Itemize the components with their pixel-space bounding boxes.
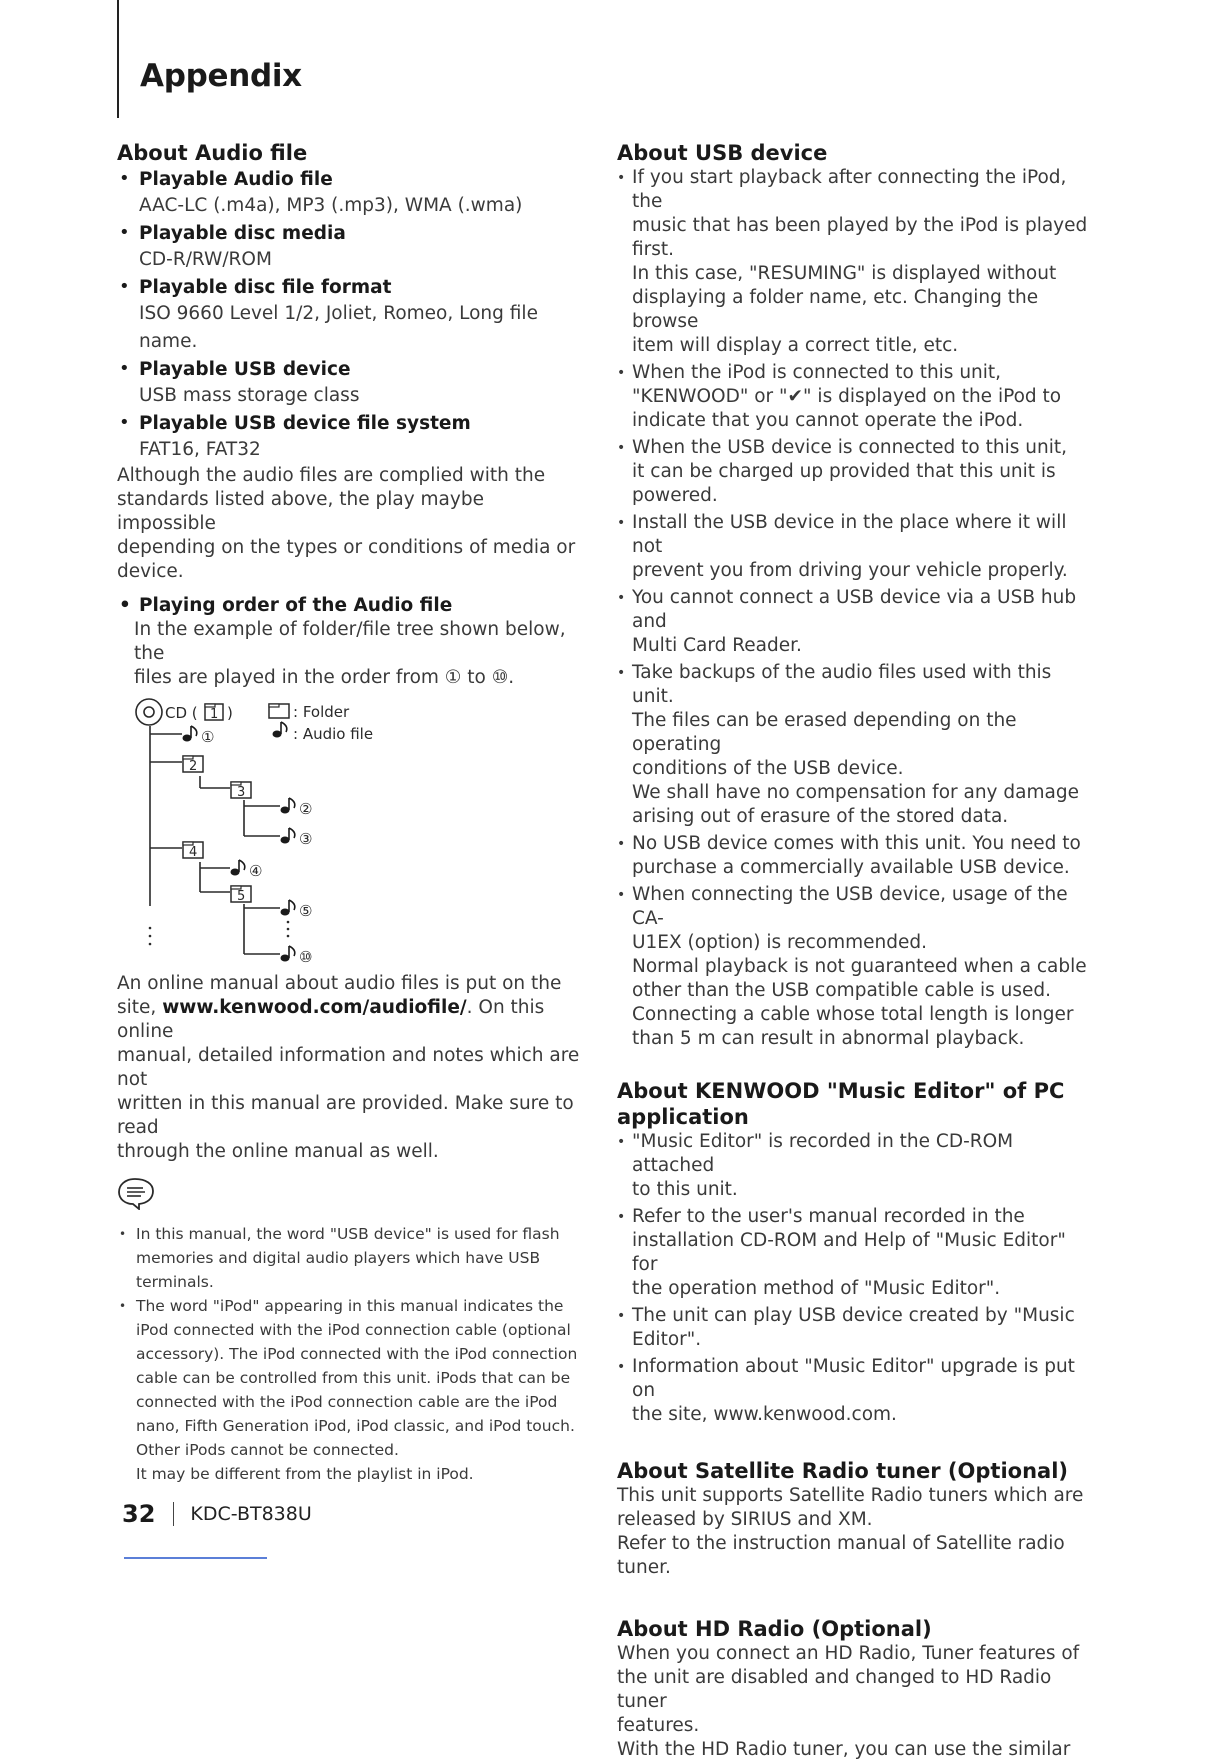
text-line: item will display a correct title, etc. <box>632 335 959 356</box>
spec-label: • Playable Audio file <box>139 169 333 190</box>
disc-hole <box>144 707 154 717</box>
list-item <box>617 586 1092 658</box>
folder-icon <box>205 704 223 722</box>
file-order-label: ③ <box>299 830 313 848</box>
text-line: powered. <box>632 485 718 506</box>
spec-value: CD-R/RW/ROM <box>139 249 272 270</box>
note-item <box>117 1294 587 1486</box>
legend-folder-label: : Folder <box>293 703 350 721</box>
text-line: the unit are disabled and changed to HD Radio tuner <box>617 1667 1052 1712</box>
text-line: cable can be controlled from this unit. iPods that can be <box>136 1369 571 1387</box>
music-editor-list <box>617 1130 1092 1427</box>
list-item <box>617 661 1092 829</box>
folder-number: 2 <box>189 759 198 774</box>
text-line: • In this manual, the word "USB device" is used for flash <box>136 1225 560 1243</box>
spec-value: FAT16, FAT32 <box>139 439 261 460</box>
text-line: With the HD Radio tuner, you can use the similar <box>617 1739 1071 1760</box>
list-item <box>617 1304 1092 1352</box>
text-line: • The word "iPod" appearing in this manual indicates the <box>136 1297 564 1315</box>
footer-blue-rule <box>124 1557 267 1559</box>
text-line: We shall have no compensation for any damage <box>632 782 1079 803</box>
audio-file-icon <box>281 828 295 844</box>
text-line: iPod connected with the iPod connection cable (optional <box>136 1321 571 1339</box>
audio-file-icon <box>281 900 295 916</box>
text-line: Refer to the instruction manual of Satellite radio tuner. <box>617 1533 1065 1578</box>
spec-item <box>117 412 587 464</box>
file-order-label: ⑤ <box>299 902 313 920</box>
heading-line: About KENWOOD "Music Editor" of PC <box>617 1079 1065 1103</box>
text-line: An online manual about audio files is put on the <box>117 973 562 994</box>
folder-icon <box>231 782 251 800</box>
usb-device-list <box>617 166 1092 1051</box>
legend-folder-icon <box>269 704 289 718</box>
text-line: Editor". <box>632 1329 702 1350</box>
folder-icon <box>183 756 203 774</box>
text-line: "KENWOOD" or "✔" is displayed on the iPod to <box>632 386 1062 407</box>
text-line: depending on the types or conditions of media or <box>117 537 576 558</box>
folder-tree-svg <box>117 696 587 964</box>
spec-label: • Playable USB device file system <box>139 413 471 434</box>
file-order-label: ⑩ <box>299 948 313 964</box>
heading-line: application <box>617 1105 749 1129</box>
text-line: Although the audio files are complied with the <box>117 465 546 486</box>
text-line: connected with the iPod connection cable are the iPod <box>136 1393 558 1411</box>
page-title: Appendix <box>140 58 302 94</box>
text-line <box>117 996 587 1044</box>
text-line: the site, www.kenwood.com. <box>632 1404 897 1425</box>
tree-root-close: ) <box>227 704 233 722</box>
list-item <box>617 832 1092 880</box>
folder-number: 4 <box>189 845 198 860</box>
legend-audio-label: : Audio file <box>293 725 374 743</box>
text-line: Other iPods cannot be connected. <box>136 1441 399 1459</box>
text-line: displaying a folder name, etc. Changing the browse <box>632 287 1039 332</box>
text-line: terminals. <box>136 1273 214 1291</box>
playing-order-label: • Playing order of the Audio file <box>117 594 587 618</box>
spec-label: • Playable disc media <box>139 223 346 244</box>
model-name: KDC-BT838U <box>190 1503 312 1525</box>
spec-list <box>117 168 587 464</box>
file-order-label: ④ <box>249 862 263 880</box>
legend-audio-file-icon <box>273 722 287 738</box>
list-item <box>617 436 1092 508</box>
note-icon <box>117 1176 157 1210</box>
text-line: In the example of folder/file tree shown below, the <box>134 619 566 664</box>
text-line: through the online manual as well. <box>117 1141 439 1162</box>
text-line: it can be charged up provided that this unit is <box>632 461 1056 482</box>
compliance-paragraph <box>117 464 587 584</box>
header-rule <box>117 0 119 118</box>
text-line: memories and digital audio players which have USB <box>136 1249 541 1267</box>
text-line: arising out of erasure of the stored data. <box>632 806 1009 827</box>
text-line: written in this manual are provided. Make sure to read <box>117 1093 574 1138</box>
list-item <box>617 166 1092 358</box>
text-line: files are played in the order from ① to ⑩. <box>134 667 515 688</box>
text-line: The files can be erased depending on the operating <box>632 710 1017 755</box>
spec-item <box>117 222 587 274</box>
satellite-heading: About Satellite Radio tuner (Optional) <box>617 1459 1068 1483</box>
footer-divider <box>173 1502 174 1526</box>
text-line: Normal playback is not guaranteed when a cable <box>632 956 1087 977</box>
text-line: installation CD-ROM and Help of "Music Editor" for <box>632 1230 1066 1275</box>
spec-item <box>117 358 587 410</box>
text-line: This unit supports Satellite Radio tuners which are <box>617 1485 1084 1506</box>
text-line: music that has been played by the iPod is played <box>632 215 1088 236</box>
list-item <box>617 1355 1092 1427</box>
folder-number: 3 <box>237 785 246 800</box>
text-line: features. <box>617 1715 700 1736</box>
page-number: 32 <box>122 1500 156 1528</box>
folder-icon <box>183 842 203 860</box>
disc-icon <box>136 699 162 725</box>
playing-order-text <box>117 618 587 690</box>
audiofile-link[interactable]: www.kenwood.com/audiofile/ <box>162 997 467 1018</box>
spec-value: ISO 9660 Level 1/2, Joliet, Romeo, Long file name. <box>139 303 538 352</box>
file-order-label: ① <box>201 728 215 746</box>
text-line: • When connecting the USB device, usage of the CA- <box>632 884 1068 929</box>
list-item <box>617 1205 1092 1301</box>
usb-device-heading: About USB device <box>617 141 828 165</box>
text-line: device. <box>117 561 184 582</box>
text-line: • Refer to the user's manual recorded in the <box>632 1206 1025 1227</box>
text-line: nano, Fifth Generation iPod, iPod classic, and iPod touch. <box>136 1417 575 1435</box>
text-line: • When the USB device is connected to this unit, <box>632 437 1067 458</box>
playing-order <box>117 594 587 690</box>
tree-root-label: CD ( <box>165 704 198 722</box>
text-line: • No USB device comes with this unit. You need to <box>632 833 1081 854</box>
audio-file-icon <box>231 860 245 876</box>
spec-item <box>117 276 587 356</box>
text-line: prevent you from driving your vehicle properly. <box>632 560 1068 581</box>
page-footer <box>122 1500 312 1528</box>
right-column <box>617 140 1092 1762</box>
text-line: to this unit. <box>632 1179 738 1200</box>
text-line: • If you start playback after connecting the iPod, the <box>632 167 1067 212</box>
text-line: • Information about "Music Editor" upgrade is put on <box>632 1356 1075 1401</box>
text-line: • Install the USB device in the place where it will not <box>632 512 1067 557</box>
text-line: conditions of the USB device. <box>632 758 904 779</box>
satellite-paragraph <box>617 1484 1092 1580</box>
text-line: purchase a commercially available USB device. <box>632 857 1070 878</box>
audio-file-icon <box>183 726 197 742</box>
hd-radio-paragraph <box>617 1642 1092 1762</box>
left-column <box>117 140 587 1486</box>
text-line: • "Music Editor" is recorded in the CD-ROM attached <box>632 1131 1014 1176</box>
text-line: manual, detailed information and notes which are not <box>117 1045 580 1090</box>
text-line: • When the iPod is connected to this unit, <box>632 362 1002 383</box>
music-editor-heading <box>617 1078 1092 1130</box>
list-item <box>617 511 1092 583</box>
online-manual-paragraph <box>117 972 587 1164</box>
list-item <box>617 361 1092 433</box>
text-line: Connecting a cable whose total length is longer <box>632 1004 1074 1025</box>
text-fragment: . On this online <box>117 997 545 1042</box>
text-line: standards listed above, the play maybe impossible <box>117 489 484 534</box>
text-line: indicate that you cannot operate the iPod. <box>632 410 1024 431</box>
spec-label: • Playable disc file format <box>139 277 392 298</box>
folder-tree-diagram <box>117 696 587 964</box>
text-line: • You cannot connect a USB device via a USB hub and <box>632 587 1077 632</box>
text-line: U1EX (option) is recommended. <box>632 932 927 953</box>
text-line: Multi Card Reader. <box>632 635 802 656</box>
text-line: When you connect an HD Radio, Tuner features of <box>617 1643 1080 1664</box>
text-line: It may be different from the playlist in iPod. <box>136 1465 474 1483</box>
list-item <box>617 883 1092 1051</box>
text-line: than 5 m can result in abnormal playback. <box>632 1028 1025 1049</box>
text-line: the operation method of "Music Editor". <box>632 1278 1001 1299</box>
text-line: In this case, "RESUMING" is displayed without <box>632 263 1057 284</box>
text-line: other than the USB compatible cable is used. <box>632 980 1051 1001</box>
note-item <box>117 1222 587 1294</box>
text-line: accessory). The iPod connected with the iPod connection <box>136 1345 578 1363</box>
text-line: • The unit can play USB device created by "Music <box>632 1305 1075 1326</box>
text-line: • Take backups of the audio files used with this unit. <box>632 662 1052 707</box>
text-fragment: site, <box>117 997 163 1018</box>
folder-icon <box>231 886 251 904</box>
file-order-label: ② <box>299 800 313 818</box>
hd-radio-heading: About HD Radio (Optional) <box>617 1617 932 1641</box>
audio-file-icon <box>281 946 295 962</box>
audio-file-icon <box>281 798 295 814</box>
spec-item <box>117 168 587 220</box>
spec-value: USB mass storage class <box>139 385 360 406</box>
folder-number: 5 <box>237 889 246 904</box>
spec-value: AAC-LC (.m4a), MP3 (.mp3), WMA (.wma) <box>139 195 523 216</box>
audio-file-heading: About Audio file <box>117 141 308 165</box>
notes-list <box>117 1222 587 1486</box>
spec-label: • Playable USB device <box>139 359 351 380</box>
folder-number: 1 <box>210 707 219 722</box>
text-line: first. <box>632 239 675 260</box>
list-item <box>617 1130 1092 1202</box>
text-line: released by SIRIUS and XM. <box>617 1509 873 1530</box>
